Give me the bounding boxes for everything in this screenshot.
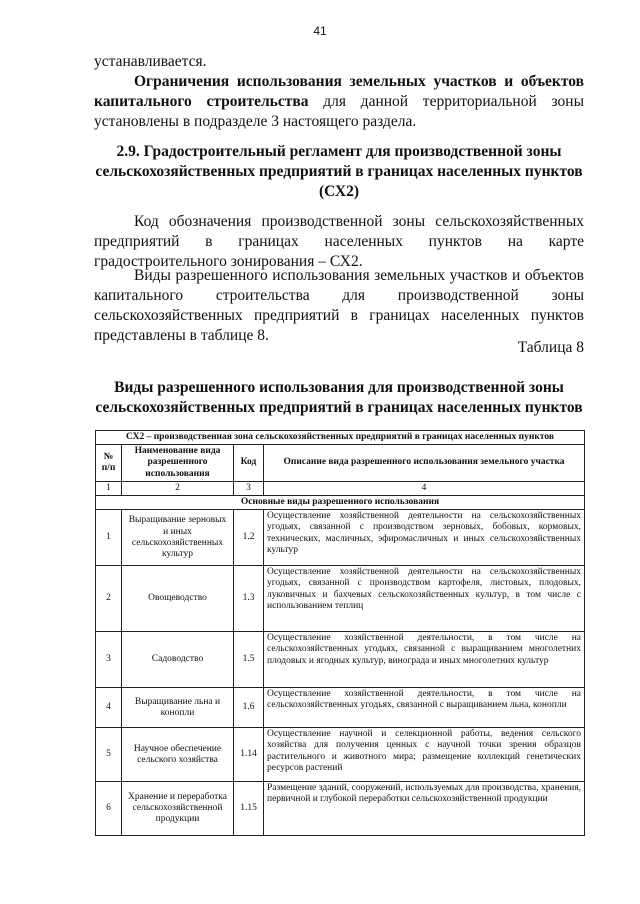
row-name: Овощеводство — [122, 566, 234, 632]
table-zone-caption: СХ2 – производственная зона сельскохозяйственных предприятий в границах населенных пунктов — [96, 431, 585, 445]
section-title: 2.9. Градостроительный регламент для производственной зоны сельскохозяйственных предприятий в границах населенных пунктов (СХ2) — [95, 143, 583, 200]
table-section-row — [96, 496, 585, 510]
column-index: 3 — [234, 481, 264, 495]
table-row — [96, 688, 585, 728]
row-name: Хранение и переработка сельскохозяйственной продукции — [122, 782, 234, 836]
row-num: 6 — [96, 782, 122, 836]
row-code: 1.6 — [234, 688, 264, 728]
row-num: 5 — [96, 728, 122, 782]
intro-line: устанавливается. — [94, 53, 207, 70]
row-desc: Осуществление хозяйственной деятельности на сельскохозяйственных угодьях, связанной с производством картофеля, листовых, плодовых, луковичных и бахчевых сельскохозяйственных культур, в том числе с использованием теплиц — [264, 566, 585, 632]
zone-code-paragraph: Код обозначения производственной зоны сельскохозяйственных предприятий в границах населенных пунктов на карте градостроительного зонирования – СХ2. — [94, 213, 584, 270]
column-index: 2 — [122, 481, 234, 495]
row-num: 3 — [96, 632, 122, 688]
row-name: Выращивание зерновых и иных сельскохозяйственных культур — [122, 510, 234, 566]
row-desc: Осуществление хозяйственной деятельности, в том числе на сельскохозяйственных угодьях, связанной с выращиванием многолетних плодовых и ягодных культур, винограда и иных многолетних культур — [264, 632, 585, 688]
row-num: 2 — [96, 566, 122, 632]
table-row — [96, 782, 585, 836]
column-index-row — [96, 481, 585, 495]
row-code: 1.15 — [234, 782, 264, 836]
column-index: 4 — [264, 481, 585, 495]
row-code: 1.3 — [234, 566, 264, 632]
table-row — [96, 510, 585, 566]
header-desc: Описание вида разрешенного использования земельного участка — [264, 445, 585, 482]
restrictions-paragraph — [94, 72, 584, 132]
table-row — [96, 566, 585, 632]
permitted-uses-table — [95, 430, 585, 836]
restrictions-bold: Ограничения использования земельных участков и объектов капитального строительства — [94, 73, 584, 110]
header-num: № п/п — [96, 445, 122, 482]
table-row — [96, 728, 585, 782]
row-num: 4 — [96, 688, 122, 728]
row-desc: Осуществление хозяйственной деятельности, в том числе на сельскохозяйственных угодьях, связанной с выращиванием льна, конопли — [264, 688, 585, 728]
row-name: Научное обеспечение сельского хозяйства — [122, 728, 234, 782]
row-code: 1.14 — [234, 728, 264, 782]
table-row — [96, 632, 585, 688]
column-index: 1 — [96, 481, 122, 495]
table-label: Таблица 8 — [517, 339, 584, 356]
table-header-row — [96, 445, 585, 482]
row-num: 1 — [96, 510, 122, 566]
permitted-uses-paragraph: Виды разрешенного использования земельных участков и объектов капитального строительства для производственной зоны сельскохозяйственных предприятий в границах населенных пунктов представлены в таблице 8. — [94, 267, 584, 344]
table-zone-caption-row — [96, 431, 585, 445]
row-code: 1.2 — [234, 510, 264, 566]
page-number: 41 — [313, 24, 327, 38]
row-desc: Размещение зданий, сооружений, используемых для производства, хранения, первичной и глубокой переработки сельскохозяйственной продукции — [264, 782, 585, 836]
section-label: Основные виды разрешенного использования — [96, 496, 585, 510]
table-title: Виды разрешенного использования для производственной зоны сельскохозяйственных предприятий в границах населенных пунктов — [95, 379, 583, 416]
row-name: Выращивание льна и конопли — [122, 688, 234, 728]
row-name: Садоводство — [122, 632, 234, 688]
row-desc: Осуществление научной и селекционной работы, ведения сельского хозяйства для получения ценных с научной точки зрения образцов растительного и животного мира; размещение коллекций генетических ресурсов растений — [264, 728, 585, 782]
restrictions-rest: для данной территориальной зоны установлены в подразделе 3 настоящего раздела. — [94, 93, 584, 130]
header-name: Наименование вида разрешенного использования — [122, 445, 234, 482]
row-code: 1.5 — [234, 632, 264, 688]
header-code: Код — [234, 445, 264, 482]
row-desc: Осуществление хозяйственной деятельности на сельскохозяйственных угодьях, связанной с производством зерновых, бобовых, кормовых, технических, масличных, эфиромасличных и иных сельскохозяйственных культур — [264, 510, 585, 566]
